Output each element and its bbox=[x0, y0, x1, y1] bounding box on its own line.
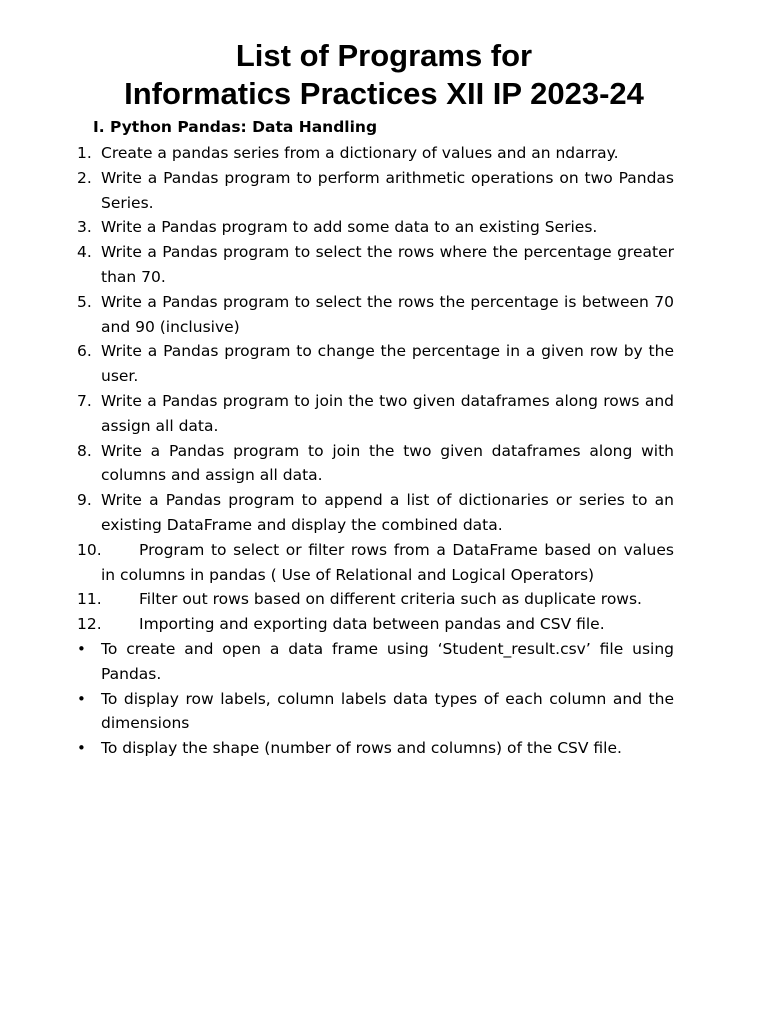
item-text: Program to select or filter rows from a DataFrame based on values in columns in pandas ( Use of Relational and Logical Operators) bbox=[101, 540, 674, 584]
item-number: 6. bbox=[77, 342, 92, 361]
item-number: 3. bbox=[77, 218, 92, 237]
bullet-item bbox=[77, 736, 674, 761]
bullet-marker: • bbox=[77, 689, 86, 708]
item-text: Create a pandas series from a dictionary of values and an ndarray. bbox=[101, 144, 619, 162]
list-item bbox=[77, 389, 674, 439]
list-item bbox=[77, 141, 674, 166]
item-text: Write a Pandas program to join the two given dataframes along rows and assign all data. bbox=[101, 391, 674, 435]
list-item bbox=[77, 488, 674, 538]
bullet-marker: • bbox=[77, 639, 86, 658]
list-item bbox=[77, 439, 674, 489]
list-item bbox=[77, 612, 674, 637]
item-number: 10. bbox=[77, 540, 102, 559]
item-text: To display the shape (number of rows and columns) of the CSV file. bbox=[101, 739, 622, 758]
list-item bbox=[77, 240, 674, 290]
item-text: Write a Pandas program to join the two given dataframes along with columns and assign all data. bbox=[101, 441, 674, 485]
item-text: Write a Pandas program to append a list of dictionaries or series to an existing DataFrame and display the combined data. bbox=[101, 491, 674, 534]
list-item bbox=[77, 538, 674, 588]
item-text: Write a Pandas program to perform arithmetic operations on two Pandas Series. bbox=[101, 168, 674, 212]
item-number: 5. bbox=[77, 292, 92, 311]
item-text: Write a Pandas program to select the rows where the percentage greater than 70. bbox=[101, 243, 674, 286]
item-text: Write a Pandas program to select the rows the percentage is between 70 and 90 (inclusive) bbox=[101, 292, 674, 336]
item-text: Write a Pandas program to add some data to an existing Series. bbox=[101, 218, 598, 237]
item-text: Filter out rows based on different criteria such as duplicate rows. bbox=[139, 590, 642, 609]
bullet-item bbox=[77, 637, 674, 687]
list-item bbox=[77, 215, 674, 240]
item-number: 1. bbox=[77, 144, 92, 162]
item-text: Write a Pandas program to change the percentage in a given row by the user. bbox=[101, 342, 674, 386]
list-item bbox=[77, 339, 674, 389]
page-title-line-1: List of Programs for bbox=[235, 38, 533, 73]
item-number: 7. bbox=[77, 391, 92, 410]
item-number: 11. bbox=[77, 590, 102, 609]
bullet-marker: • bbox=[77, 739, 86, 758]
item-number: 4. bbox=[77, 243, 92, 262]
list-item bbox=[77, 290, 674, 340]
item-text: Importing and exporting data between pandas and CSV file. bbox=[139, 615, 605, 634]
bullet-item bbox=[77, 687, 674, 737]
program-list bbox=[77, 141, 674, 761]
list-item bbox=[77, 166, 674, 216]
item-number: 12. bbox=[77, 615, 102, 634]
item-number: 2. bbox=[77, 168, 92, 187]
item-number: 9. bbox=[77, 491, 92, 510]
item-text: To create and open a data frame using ‘Student_result.csv’ file using Pandas. bbox=[101, 639, 674, 683]
list-item bbox=[77, 587, 674, 612]
page-title-line-2: Informatics Practices XII IP 2023-24 bbox=[124, 76, 644, 111]
item-text: To display row labels, column labels data types of each column and the dimensions bbox=[101, 689, 674, 733]
section-heading: I. Python Pandas: Data Handling bbox=[93, 118, 378, 136]
item-number: 8. bbox=[77, 441, 92, 460]
